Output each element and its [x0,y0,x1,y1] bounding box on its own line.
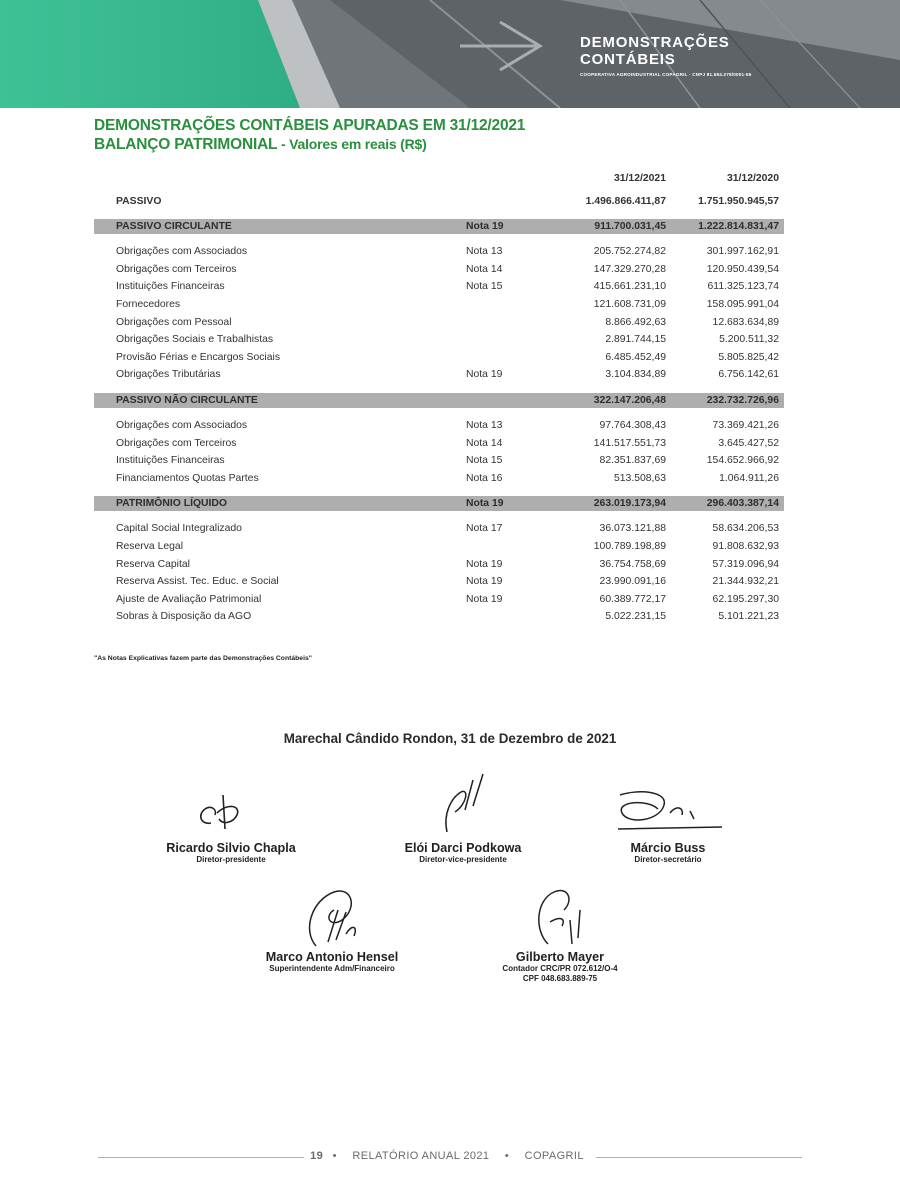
section-total-2020: 232.732.726,96 [706,394,779,406]
row-note: Nota 19 [466,369,503,381]
table-row [94,452,784,470]
row-value-2021: 8.866.492,63 [605,316,666,328]
row-note: Nota 17 [466,523,503,535]
row-note: Nota 14 [466,437,503,449]
place-date: Marechal Cândido Rondon, 31 de Dezembro de 2021 [283,731,617,746]
signature-block-superintendent [212,880,452,974]
column-header-2020: 31/12/2020 [726,173,779,184]
row-value-2020: 154.652.966,92 [706,455,779,467]
row-value-2020: 158.095.991,04 [706,298,779,310]
banner-subtitle: COOPERATIVA AGROINDUSTRIAL COPAGRIL · CNPJ 81.584.278/0001-55 [580,72,752,77]
table-row [94,314,784,332]
row-value-2020: 62.195.297,30 [712,593,779,605]
row-note: Nota 13 [466,419,503,431]
row-value-2020: 5.101.221,23 [718,611,779,623]
row-value-2021: 205.752.274,82 [593,246,666,258]
row-value-2021: 3.104.834,89 [605,369,666,381]
row-note: Nota 16 [466,472,503,484]
section-header-row [94,219,784,234]
document-title: DEMONSTRAÇÕES CONTÁBEIS APURADAS EM 31/12/2021 [94,117,526,134]
signatory-role: Diretor-secretário [634,855,702,864]
row-label: Sobras à Disposição da AGO [116,611,252,623]
table-row [94,278,784,296]
row-value-2020: 73.369.421,26 [712,419,779,431]
banner-title: DEMONSTRAÇÕES CONTÁBEIS [580,34,730,68]
section-total-2020: 296.403.387,14 [706,498,779,510]
section-total-2021: 322.147.206,48 [593,394,666,406]
row-value-2020: 301.997.162,91 [706,246,779,258]
signatory-name: Elói Darci Podkowa [404,841,522,855]
row-label: Ajuste de Avaliação Patrimonial [116,593,262,605]
table-row [94,296,784,314]
page-footer [0,1150,900,1162]
row-value-2020: 21.344.932,21 [712,576,779,588]
passivo-label: PASSIVO [116,195,162,207]
row-note: Nota 19 [466,576,503,588]
signatory-role: Diretor-vice-presidente [419,855,507,864]
row-label: Instituições Financeiras [116,455,225,467]
balance-sheet-title: BALANÇO PATRIMONIAL [94,136,278,153]
row-value-2020: 58.634.206,53 [712,523,779,535]
row-label: Obrigações com Terceiros [116,437,237,449]
section-note: Nota 19 [466,221,504,233]
row-value-2021: 2.891.744,15 [605,334,666,346]
row-note: Nota 19 [466,558,503,570]
handwritten-signature-podkowa [403,770,523,841]
row-label: Reserva Legal [116,540,184,552]
table-row [94,366,784,384]
signatory-cpf: CPF 048.683.889-75 [522,974,598,983]
table-row [94,435,784,453]
row-value-2020: 6.756.142,61 [718,369,779,381]
passivo-total-row [94,193,784,211]
section-header-row [94,496,784,511]
row-label: Fornecedores [116,298,181,310]
row-value-2021: 60.389.772,17 [599,593,666,605]
row-label: Instituições Financeiras [116,281,225,293]
row-label: Obrigações Sociais e Trabalhistas [116,334,274,346]
row-note: Nota 19 [466,593,503,605]
table-row [94,331,784,349]
row-label: Obrigações com Associados [116,419,248,431]
row-label: Obrigações Tributárias [116,369,221,381]
row-note: Nota 14 [466,263,503,275]
page-number: 19 [310,1150,324,1162]
table-row [94,470,784,488]
section-total-2021: 263.019.173,94 [593,498,666,510]
row-label: Obrigações com Associados [116,246,248,258]
table-sections [94,210,784,626]
row-label: Financiamentos Quotas Partes [116,472,259,484]
balance-sheet-table [94,170,784,626]
row-label: Reserva Capital [116,558,190,570]
row-value-2020: 5.805.825,42 [718,351,779,363]
handwritten-signature-buss [598,785,738,841]
row-value-2021: 36.754.758,69 [599,558,666,570]
signature-block-secretary [548,785,788,865]
footnote: "As Notas Explicativas fazem parte das Demonstrações Contábeis" [94,655,312,662]
row-label: Capital Social Integralizado [116,523,242,535]
signatory-name: Ricardo Silvio Chapla [166,841,296,855]
section-label: PASSIVO CIRCULANTE [116,221,232,233]
row-value-2020: 611.325.123,74 [707,281,779,293]
row-value-2020: 120.950.439,54 [706,263,779,275]
table-row [94,538,784,556]
row-value-2021: 6.485.452,49 [605,351,666,363]
row-value-2020: 91.808.632,93 [712,540,779,552]
row-value-2021: 100.789.198,89 [593,540,666,552]
section-note: Nota 19 [466,498,504,510]
section-header-row [94,393,784,408]
row-value-2020: 12.683.634,89 [712,316,779,328]
table-row [94,520,784,538]
column-header-2021: 31/12/2021 [613,173,666,184]
signature-block-president [111,785,351,865]
table-row [94,608,784,626]
row-value-2021: 147.329.270,28 [593,263,666,275]
table-row [94,243,784,261]
row-value-2020: 3.645.427,52 [718,437,779,449]
signatory-name: Márcio Buss [630,841,706,855]
signatory-role: Diretor-presidente [196,855,266,864]
table-row [94,261,784,279]
row-value-2021: 141.517.551,73 [593,437,666,449]
row-label: Reserva Assist. Tec. Educ. e Social [116,576,279,588]
row-value-2021: 513.508,63 [613,472,666,484]
table-row [94,573,784,591]
row-value-2021: 36.073.121,88 [599,523,666,535]
row-value-2021: 121.608.731,09 [593,298,666,310]
currency-note: - Valores em reais (R$) [277,136,427,152]
row-value-2021: 97.764.308,43 [599,419,666,431]
handwritten-signature-hensel [272,880,392,950]
row-value-2020: 5.200.511,32 [719,334,779,346]
row-value-2021: 415.661.231,10 [593,281,666,293]
signatory-name: Gilberto Mayer [515,950,605,964]
handwritten-signature-chapla [171,785,291,841]
table-header-row [94,170,784,188]
document-subtitle [94,136,427,154]
row-label: Obrigações com Pessoal [116,316,232,328]
footer-report-name: RELATÓRIO ANUAL 2021 [346,1150,495,1162]
row-label: Obrigações com Terceiros [116,263,237,275]
signatory-role: Superintendente Adm/Financeiro [269,964,395,973]
section-total-2021: 911.700.031,45 [594,221,666,233]
header-banner [0,0,900,108]
section-label: PATRIMÔNIO LÍQUIDO [116,498,228,510]
table-row [94,591,784,609]
row-value-2020: 57.319.096,94 [712,558,779,570]
section-total-2020: 1.222.814.831,47 [698,221,779,233]
row-label: Provisão Férias e Encargos Sociais [116,351,281,363]
row-note: Nota 13 [466,246,503,258]
passivo-2020: 1.751.950.945,57 [698,195,779,207]
footer-separator-dot: • [327,1150,343,1162]
row-note: Nota 15 [466,281,503,293]
table-row [94,556,784,574]
row-value-2021: 23.990.091,16 [599,576,666,588]
row-value-2021: 82.351.837,69 [599,455,666,467]
row-value-2021: 5.022.231,15 [605,611,666,623]
signature-block-vice-president [343,770,583,865]
section-label: PASSIVO NÃO CIRCULANTE [116,394,258,406]
row-note: Nota 15 [466,455,503,467]
row-value-2020: 1.064.911,26 [719,472,779,484]
table-row [94,417,784,435]
footer-separator-dot: • [499,1150,515,1162]
signatory-role: Contador CRC/PR 072.612/O-4 [502,964,618,973]
signatory-name: Marco Antonio Hensel [265,950,399,964]
signature-block-accountant [440,880,680,984]
passivo-2021: 1.496.866.411,87 [585,195,666,207]
handwritten-signature-mayer [500,880,620,950]
table-row [94,349,784,367]
footer-brand: COPAGRIL [519,1150,590,1162]
